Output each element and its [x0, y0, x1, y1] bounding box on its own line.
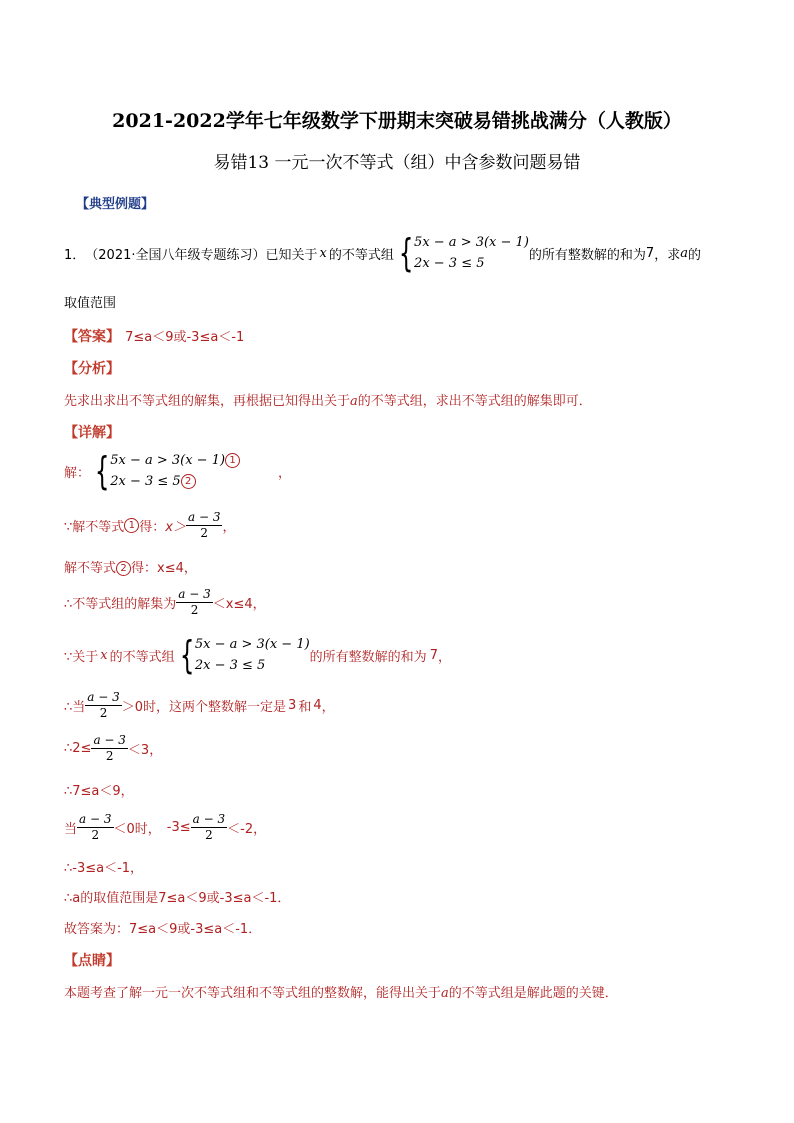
step5-end: ， — [321, 700, 335, 715]
step11-val: 7≤a＜9或-3≤a＜-1． — [129, 922, 262, 937]
step4-x: x — [100, 647, 108, 663]
detail-step11 — [64, 918, 261, 937]
question-text-ask: ，求 — [654, 247, 681, 263]
step6-pre: ∴2≤ — [64, 741, 92, 756]
step10-pre: ∴a的取值范围是 — [64, 891, 159, 906]
step5-post: ＞0时，这两个整数解一定是 — [121, 700, 287, 715]
answer-block — [64, 326, 244, 346]
brace-glyph: { — [398, 231, 414, 275]
question-eq2: 2x − 3 ≤ 5 — [414, 256, 485, 271]
question-line2: 取值范围 — [64, 296, 117, 311]
fraction: $\frac{a - 3}{2}$ — [192, 812, 226, 842]
circled-number-2: 2 — [181, 474, 196, 489]
comment-text-a: 本题考查了解一元一次不等式组和不等式组的整数解，能得出关于 — [64, 986, 442, 1001]
fraction: $\frac{a - 3}{2}$ — [93, 733, 126, 763]
step8-mid: ＜0时， — [113, 822, 161, 837]
detail-step8 — [64, 812, 266, 843]
analysis-text — [64, 390, 592, 409]
analysis-label: 【分析】 — [64, 361, 120, 377]
step5-3: 3 — [288, 698, 297, 713]
step4-pre: ∵关于 — [64, 649, 99, 665]
fraction: $\frac{a - 3}{2}$ — [79, 812, 112, 842]
step8-post: ＜-2， — [227, 822, 267, 837]
detail-system-2 — [175, 634, 310, 676]
detail-step9: ∴-3≤a＜-1， — [64, 861, 144, 876]
page-subtitle: 易错13 一元一次不等式（组）中含参数问题易错 — [213, 153, 581, 173]
question-var-a: a — [680, 245, 688, 261]
step6-post: ＜3， — [127, 743, 163, 758]
detail-step10 — [64, 887, 290, 906]
brace-glyph: { — [94, 449, 110, 493]
step2-val: x≤4， — [157, 561, 197, 576]
detail-step6 — [64, 733, 162, 764]
step5-pre: ∴当 — [64, 700, 86, 715]
step8-mid2: -3≤ — [166, 820, 191, 835]
step4-seven: 7 — [429, 647, 438, 663]
step2-pre: 解不等式 — [64, 561, 117, 576]
step11-pre: 故答案为： — [64, 922, 130, 937]
answer-label: 【答案】 — [64, 329, 120, 345]
detail-comma: ， — [278, 465, 292, 481]
comment-text — [64, 982, 618, 1001]
step2-mid: 得： — [131, 561, 158, 576]
step1-mid: 得： — [139, 520, 166, 535]
detail-step1 — [64, 510, 236, 541]
step8-pre: 当 — [64, 822, 78, 837]
step1-x: x＞ — [165, 520, 186, 535]
detail-label: 【详解】 — [64, 425, 120, 441]
question-text-after: 的所有整数解的和为 — [528, 247, 646, 263]
comment-text-b: 的不等式组是解此题的关键． — [448, 986, 618, 1001]
detail-system — [90, 450, 240, 492]
section-label: 【典型例题】 — [76, 197, 155, 212]
answer-text: 7≤a＜9或-3≤a＜-1 — [125, 330, 245, 345]
question-text-de: 的 — [687, 247, 701, 263]
step4-end: ， — [437, 649, 451, 665]
analysis-text-a: 先求出求出不等式组的解集，再根据已知得出关于 — [64, 394, 351, 409]
step4-eq2: 2x − 3 ≤ 5 — [194, 658, 266, 673]
fraction: $\frac{a - 3}{2}$ — [188, 510, 221, 540]
question-seven: 7 — [645, 245, 655, 261]
brace-glyph: { — [179, 633, 194, 677]
step1-pre: ∵解不等式 — [64, 520, 125, 535]
analysis-text-b: 的不等式组，求出不等式组的解集即可． — [357, 394, 592, 409]
step4-mid: 的不等式组 — [109, 649, 175, 665]
question-system — [394, 232, 529, 274]
question-source: （2021·全国八年级专题练习）已知关于 — [85, 247, 318, 263]
detail-step7: ∴7≤a＜9， — [64, 784, 134, 799]
detail-step3 — [64, 587, 266, 618]
step5-4: 4 — [313, 698, 322, 713]
fraction: $\frac{a - 3}{2}$ — [87, 690, 120, 720]
detail-eq1: 5x − a > 3(x − 1) — [110, 453, 226, 468]
analysis-var-a: a — [350, 394, 358, 409]
comment-label: 【点睛】 — [64, 953, 120, 969]
question-text-mid: 的不等式组 — [328, 247, 394, 263]
step3-pre: ∴不等式组的解集为 — [64, 597, 177, 612]
detail-step2 — [64, 557, 197, 576]
question-eq1: 5x − a > 3(x − 1) — [414, 235, 529, 250]
detail-step5 — [64, 690, 335, 721]
question-line — [64, 232, 701, 274]
step5-he: 和 — [298, 700, 312, 715]
step1-end: ， — [222, 520, 236, 535]
circled-number-1: 1 — [225, 453, 240, 468]
step4-post: 的所有整数解的和为 — [309, 649, 427, 665]
circled-number-2: 2 — [116, 561, 131, 576]
step4-eq1: 5x − a > 3(x − 1) — [194, 637, 310, 652]
question-var-x: x — [319, 245, 327, 261]
detail-jie: 解： — [64, 465, 91, 481]
question-number: 1． — [64, 247, 86, 263]
fraction: $\frac{a - 3}{2}$ — [178, 587, 211, 617]
circled-number-1: 1 — [124, 518, 139, 533]
detail-eq2: 2x − 3 ≤ 5 — [110, 474, 181, 489]
step10-val: 7≤a＜9或-3≤a＜-1． — [158, 891, 291, 906]
detail-step4 — [64, 634, 451, 676]
detail-system-line — [64, 450, 291, 492]
comment-var-a: a — [441, 986, 449, 1001]
page-title: 2021-2022学年七年级数学下册期末突破易错挑战满分（人教版） — [112, 110, 682, 132]
step3-post: ＜x≤4， — [212, 597, 266, 612]
